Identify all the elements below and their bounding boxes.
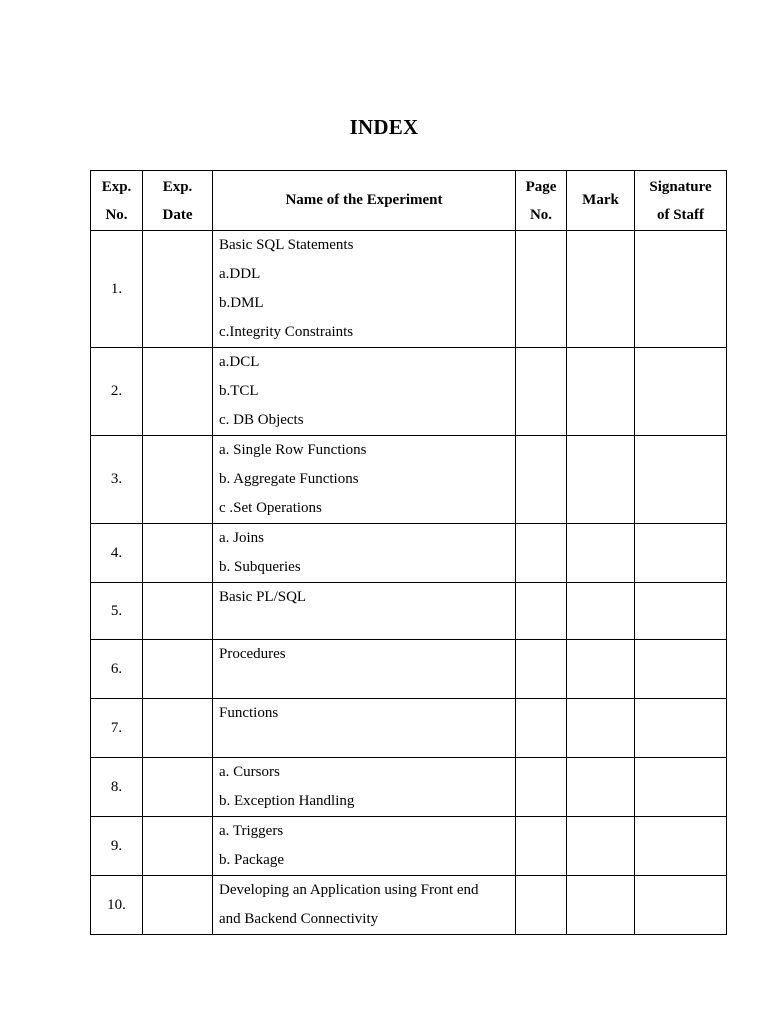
page-no-cell: [516, 524, 567, 583]
exp-no-cell: 10.: [91, 876, 143, 935]
experiment-name-cell: [213, 758, 516, 817]
page-no-cell: [516, 231, 567, 348]
header-mark: Mark: [567, 171, 635, 231]
signature-cell: [635, 231, 727, 348]
experiment-line: b. Aggregate Functions: [219, 471, 359, 487]
page-no-cell: [516, 758, 567, 817]
page-no-cell: [516, 640, 567, 699]
exp-no-cell: 4.: [91, 524, 143, 583]
exp-no-cell: 7.: [91, 699, 143, 758]
page-title: INDEX: [349, 115, 419, 139]
table-row: [91, 583, 727, 640]
signature-cell: [635, 583, 727, 640]
signature-cell: [635, 876, 727, 935]
exp-date-cell: [143, 583, 213, 640]
signature-cell: [635, 640, 727, 699]
signature-cell: [635, 524, 727, 583]
table-row: [91, 817, 727, 876]
mark-cell: [567, 758, 635, 817]
experiment-line: a. Triggers: [219, 823, 284, 839]
experiment-name-cell: [213, 876, 516, 935]
header-exp-no-line-1: Exp.: [101, 178, 132, 195]
table-row: [91, 524, 727, 583]
table-row: [91, 231, 727, 348]
header-experiment-name: Name of the Experiment: [213, 171, 516, 231]
experiment-name-cell: [213, 348, 516, 436]
header-exp-no-line-2: No.: [105, 206, 128, 223]
experiment-line: Procedures: [219, 646, 286, 662]
mark-cell: [567, 524, 635, 583]
signature-cell: [635, 758, 727, 817]
table-row: [91, 348, 727, 436]
experiment-line: a. Single Row Functions: [219, 442, 367, 458]
table-row: [91, 876, 727, 935]
experiment-line: a.DCL: [219, 354, 260, 370]
exp-date-cell: [143, 699, 213, 758]
exp-date-cell: [143, 436, 213, 524]
mark-cell: [567, 348, 635, 436]
experiment-line: b.DML: [219, 295, 264, 311]
signature-cell: [635, 436, 727, 524]
header-page-no-line-2: No.: [529, 206, 553, 223]
mark-cell: [567, 817, 635, 876]
mark-cell: [567, 640, 635, 699]
header-page-no-line-1: Page: [525, 178, 557, 195]
table-row: [91, 758, 727, 817]
header-signature-line-2: of Staff: [656, 206, 705, 223]
exp-no-cell: 6.: [91, 640, 143, 699]
experiment-line: and Backend Connectivity: [219, 911, 379, 927]
experiment-line: c .Set Operations: [219, 500, 322, 516]
page-no-cell: [516, 583, 567, 640]
exp-no-cell: 5.: [91, 583, 143, 640]
exp-no-cell: 1.: [91, 231, 143, 348]
experiment-line: c. DB Objects: [219, 412, 304, 428]
experiment-line: b. Subqueries: [219, 559, 301, 575]
experiment-name-cell: [213, 436, 516, 524]
mark-cell: [567, 699, 635, 758]
experiment-line: Functions: [219, 705, 279, 721]
page-no-cell: [516, 817, 567, 876]
table-row: [91, 436, 727, 524]
page-no-cell: [516, 436, 567, 524]
exp-date-cell: [143, 348, 213, 436]
exp-no-cell: 9.: [91, 817, 143, 876]
header-row: [91, 171, 727, 231]
header-page-no: [516, 171, 567, 231]
signature-cell: [635, 699, 727, 758]
exp-date-cell: [143, 758, 213, 817]
header-exp-date: [143, 171, 213, 231]
experiment-name-cell: [213, 524, 516, 583]
experiment-line: b. Package: [219, 852, 284, 868]
exp-no-cell: 8.: [91, 758, 143, 817]
header-exp-no: [91, 171, 143, 231]
page-no-cell: [516, 699, 567, 758]
header-exp-date-line-2: Date: [162, 206, 193, 223]
mark-cell: [567, 583, 635, 640]
experiment-line: Basic SQL Statements: [219, 237, 354, 253]
experiment-line: a.DDL: [219, 266, 261, 282]
table-row: [91, 699, 727, 758]
exp-no-cell: 2.: [91, 348, 143, 436]
experiment-line: c.Integrity Constraints: [219, 324, 354, 340]
mark-cell: [567, 436, 635, 524]
signature-cell: [635, 348, 727, 436]
experiment-name-cell: [213, 640, 516, 699]
header-signature-line-1: Signature: [649, 178, 712, 195]
table-row: [91, 640, 727, 699]
experiment-name-cell: [213, 699, 516, 758]
experiment-name-cell: [213, 231, 516, 348]
experiment-name-cell: [213, 583, 516, 640]
experiment-index-table: [90, 170, 727, 935]
page-no-cell: [516, 348, 567, 436]
experiment-line: b.TCL: [219, 383, 259, 399]
experiment-line: Developing an Application using Front end: [219, 882, 479, 898]
exp-date-cell: [143, 524, 213, 583]
experiment-line: a. Joins: [219, 530, 264, 546]
experiment-line: a. Cursors: [219, 764, 280, 780]
exp-date-cell: [143, 640, 213, 699]
signature-cell: [635, 817, 727, 876]
header-signature: [635, 171, 727, 231]
mark-cell: [567, 876, 635, 935]
exp-date-cell: [143, 876, 213, 935]
header-exp-date-line-1: Exp.: [162, 178, 193, 195]
experiment-line: Basic PL/SQL: [219, 589, 307, 605]
page-no-cell: [516, 876, 567, 935]
exp-no-cell: 3.: [91, 436, 143, 524]
experiment-line: b. Exception Handling: [219, 793, 355, 809]
exp-date-cell: [143, 817, 213, 876]
mark-cell: [567, 231, 635, 348]
exp-date-cell: [143, 231, 213, 348]
experiment-name-cell: [213, 817, 516, 876]
